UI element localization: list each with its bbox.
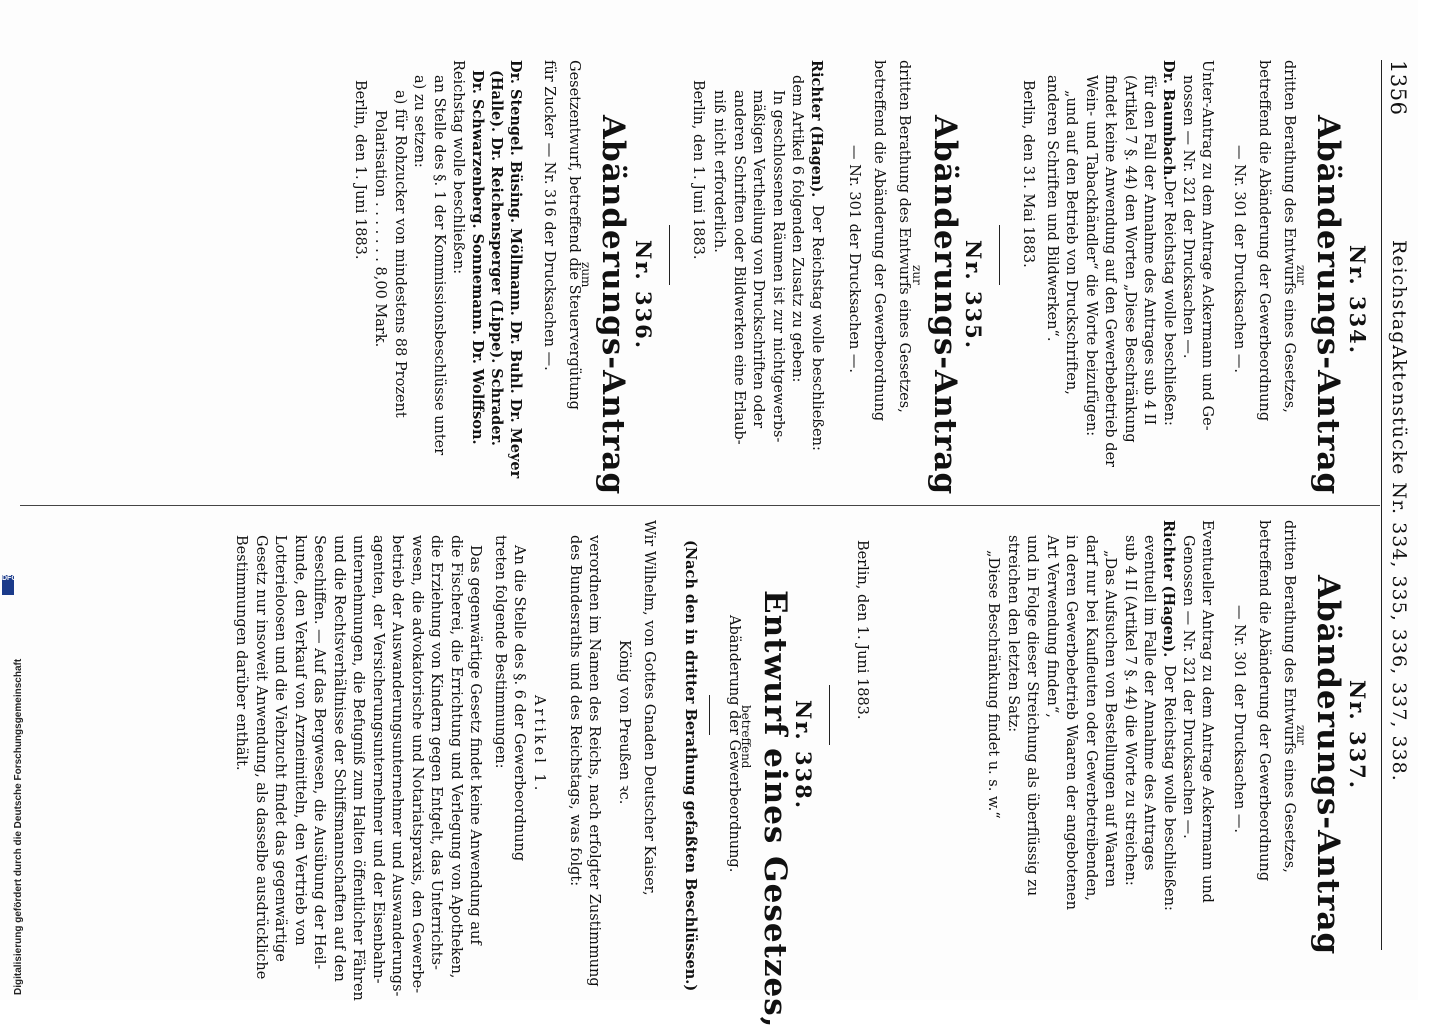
decree-line: des Bundesraths und des Reichstags, was folgt: — [567, 535, 583, 887]
intro-line: Eventueller Antrag zu dem Antrage Ackermann und — [1199, 520, 1215, 903]
lead-line: betreffend die Abänderung der Gewerbeordnung — [1256, 60, 1272, 422]
text-line: eventuell im Falle der Annahme des Antrages — [1141, 535, 1157, 871]
text-line: a) zu setzen: — [411, 75, 427, 168]
column-divider — [20, 505, 1380, 506]
lead-line: — Nr. 301 der Drucksachen —. — [1231, 145, 1247, 374]
article-heading: Artikel 1. — [531, 695, 547, 794]
text-line: niß nicht erforderlich. — [711, 90, 727, 253]
text-line: „Das Aufsuchen von Bestellungen auf Waaren — [1102, 550, 1118, 888]
preposition: zur — [1294, 725, 1308, 745]
text-line: dem Artikel 6 folgenden Zusatz zu geben: — [789, 75, 805, 383]
article-intro: An die Stelle des §. 6 der Gewerbeordnung — [511, 545, 527, 862]
article-body-line: unternehmungen, die Befugniß zum Halten öffentlicher Fähren — [350, 535, 366, 1001]
lead-line: dritten Berathung des Entwurfs eines Gesetzes, — [1281, 60, 1297, 413]
preposition: zum — [579, 262, 593, 288]
article-body-line: betrieb der Auswanderungsunternehmer und Auswanderungs- — [389, 535, 405, 997]
article-body-line: Seeschiffen. — Auf das Bergwesen, die Ausübung der Heil- — [311, 535, 327, 970]
proposer: Richter (Hagen). — [808, 60, 825, 198]
article-body-line: und die Rechtsverhältnisse der Schiffsmannschaften auf den — [331, 535, 347, 982]
text-line: sub 4 II (Artikel 7 §. 44) die Worte zu streichen: — [1122, 535, 1138, 886]
article-body-line: die Erziehung von Kindern gegen Entgelt, das Unterrichts- — [428, 535, 444, 970]
text-line: „Diese Beschränkung findet u. s. w.“ — [985, 550, 1001, 819]
lead-line: — Nr. 301 der Drucksachen —. — [846, 145, 862, 374]
proposer: Dr. Baumbach. — [1160, 60, 1177, 181]
signers-line: (Halle). Dr. Reichensperger (Lippe). Schrader. — [488, 70, 505, 446]
note: (Nach den in dritter Berathung gefaßten Beschlüssen.) — [682, 540, 699, 992]
lead-line: für Zucker — Nr. 316 der Drucksachen —. — [541, 60, 557, 371]
text-line: und in Folge dieser Streichung als überflüssig zu — [1024, 535, 1040, 897]
article-intro: treten folgende Bestimmungen: — [492, 535, 508, 769]
signers-line: Dr. Stengel. Büsing. Möllmann. Dr. Buhl. Dr. Meyer — [507, 60, 524, 479]
text-line: darf nur bei Kaufleuten oder Gewerbetreibenden, — [1083, 535, 1099, 901]
document-title: Abänderungs-Antrag — [595, 115, 631, 496]
intro-line: Genossen — Nr. 321 der Drucksachen —. — [1180, 535, 1196, 839]
digitization-text: Digitalisierung gefördert durch die Deutsche Forschungsgemeinschaft — [13, 658, 24, 995]
betreffend: betreffend — [739, 705, 753, 769]
text-line: a) für Rohzucker von mindestens 88 Prozent — [392, 90, 408, 418]
article-body-line: wesen, die advokatorische und Notariatspraxis, den Gewerbe- — [409, 535, 425, 994]
text-line: Der Reichstag wolle beschließen: — [1161, 180, 1177, 426]
digitization-credit — [0, 575, 24, 995]
dfg-logo-icon: DFG — [2, 575, 14, 595]
text-line: streichen den letzten Satz: — [1005, 535, 1021, 733]
text-line: mäßigen Vertheilung von Druckschriften oder — [750, 90, 766, 429]
separator — [709, 695, 710, 735]
text-line: anderen Schriften oder Bildwerken eine Erlaub- — [731, 90, 747, 445]
document-title: Entwurf eines Gesetzes, — [757, 590, 793, 1028]
text-line: Wein- und Tabackhändler“ die Worte beizufügen: — [1083, 75, 1099, 437]
lead-line: betreffend die Abänderung der Gewerbeordnung — [871, 60, 887, 422]
subject: Abänderung der Gewerbeordnung. — [726, 615, 742, 873]
preposition: zur — [1294, 265, 1308, 285]
date-line: Berlin, den 1. Juni 1883. — [352, 80, 368, 260]
lead-line: Gesetzentwurf, betreffend die Steuervergütung — [566, 60, 582, 410]
lead-line: — Nr. 301 der Drucksachen —. — [1231, 605, 1247, 834]
text-line: Art Verwendung finden“, — [1044, 535, 1060, 718]
date-line: Berlin, den 1. Juni 1883. — [854, 540, 870, 720]
text-line: findet keine Anwendung auf den Gewerbebetrieb der — [1102, 75, 1118, 468]
article-body-line: Lotterieloosen und die Viehzucht findet das gegenwärtige — [272, 535, 288, 962]
date-line: Berlin, den 31. Mai 1883. — [1020, 80, 1036, 268]
preposition: zur — [910, 265, 924, 285]
page-number: 1356 — [1386, 60, 1410, 116]
document-number: Nr. 334. — [1345, 245, 1370, 356]
lead-line: betreffend die Abänderung der Gewerbeordnung — [1256, 520, 1272, 882]
text-line: In geschlossenen Räumen ist zur nichtgewerbs- — [770, 90, 786, 443]
running-head-right: Aktenstücke Nr. 334, 335, 336, 337, 338. — [1388, 345, 1410, 782]
intro-line: nossen — Nr. 321 der Drucksachen —. — [1180, 75, 1196, 359]
running-head-left: Reichstag. — [1388, 240, 1410, 352]
separator — [999, 225, 1000, 285]
text-line: Reichstag wolle beschließen: — [450, 60, 466, 275]
text-line: an Stelle des §. 1 der Kommissionsbeschlüsse unter — [431, 75, 447, 456]
text-line: Polarisation . . . . . . . 8,00 Mark. — [372, 110, 388, 348]
decree-line: verordnen im Namen des Reichs, nach erfolgter Zustimmung — [586, 535, 602, 987]
text-line: Der Reichstag wolle beschließen: — [1161, 665, 1177, 911]
document-number: Nr. 335. — [961, 240, 986, 351]
article-body-line: agenten, der Versicherungsunternehmer und der Eisenbahn- — [370, 535, 386, 984]
article-body-line: Das gegenwärtige Gesetz findet keine Anwendung auf — [467, 545, 483, 945]
separator — [829, 685, 830, 745]
monarch-line: Wir Wilhelm, von Gottes Gnaden Deutscher Kaiser, — [641, 520, 657, 896]
text-line: anderen Schriften und Bildwerken“. — [1044, 75, 1060, 342]
header-rule — [1381, 60, 1382, 950]
text-line: in deren Gewerbebetrieb Waaren der angebotenen — [1063, 535, 1079, 910]
separator — [669, 225, 670, 285]
text-line: Der Reichstag wolle beschließen: — [809, 205, 825, 451]
monarch-line: König von Preußen ꝛc. — [616, 640, 632, 805]
document-number: Nr. 338. — [791, 700, 816, 811]
document-title: Abänderungs-Antrag — [927, 115, 963, 496]
article-body-line: Gesetz nur insoweit Anwendung, als dasselbe ausdrückliche — [253, 535, 269, 980]
lead-line: dritten Berathung des Entwurfs eines Gesetzes, — [1281, 520, 1297, 873]
document-title: Abänderungs-Antrag — [1310, 575, 1346, 956]
text-line: für den Fall der Annahme des Antrages sub 4 II — [1141, 75, 1157, 426]
proposer: Richter (Hagen). — [1160, 520, 1177, 658]
text-line: (Artikel 7 §. 44) den Worten „Diese Beschränkung — [1122, 75, 1138, 443]
document-title: Abänderungs-Antrag — [1310, 115, 1346, 496]
document-number: Nr. 336. — [631, 240, 656, 351]
lead-line: dritten Berathung des Entwurfs eines Gesetzes, — [896, 60, 912, 413]
date-line: Berlin, den 1. Juni 1883. — [690, 80, 706, 260]
signers-line: Dr. Schwarzenberg. Sonnemann. Dr. Wolffson. — [469, 70, 486, 445]
document-number: Nr. 337. — [1345, 680, 1370, 791]
article-body-line: Bestimmungen darüber enthält. — [233, 535, 249, 771]
article-body-line: die Fischerei, die Errichtung und Verlegung von Apotheken, — [448, 535, 464, 979]
article-body-line: kunde, den Verkauf von Arzneimitteln, den Vertrieb von — [292, 535, 308, 946]
intro-line: Unter-Antrag zu dem Antrage Ackermann und Ge- — [1199, 60, 1215, 431]
text-line: „und auf den Betrieb von Druckschriften, — [1063, 90, 1079, 395]
